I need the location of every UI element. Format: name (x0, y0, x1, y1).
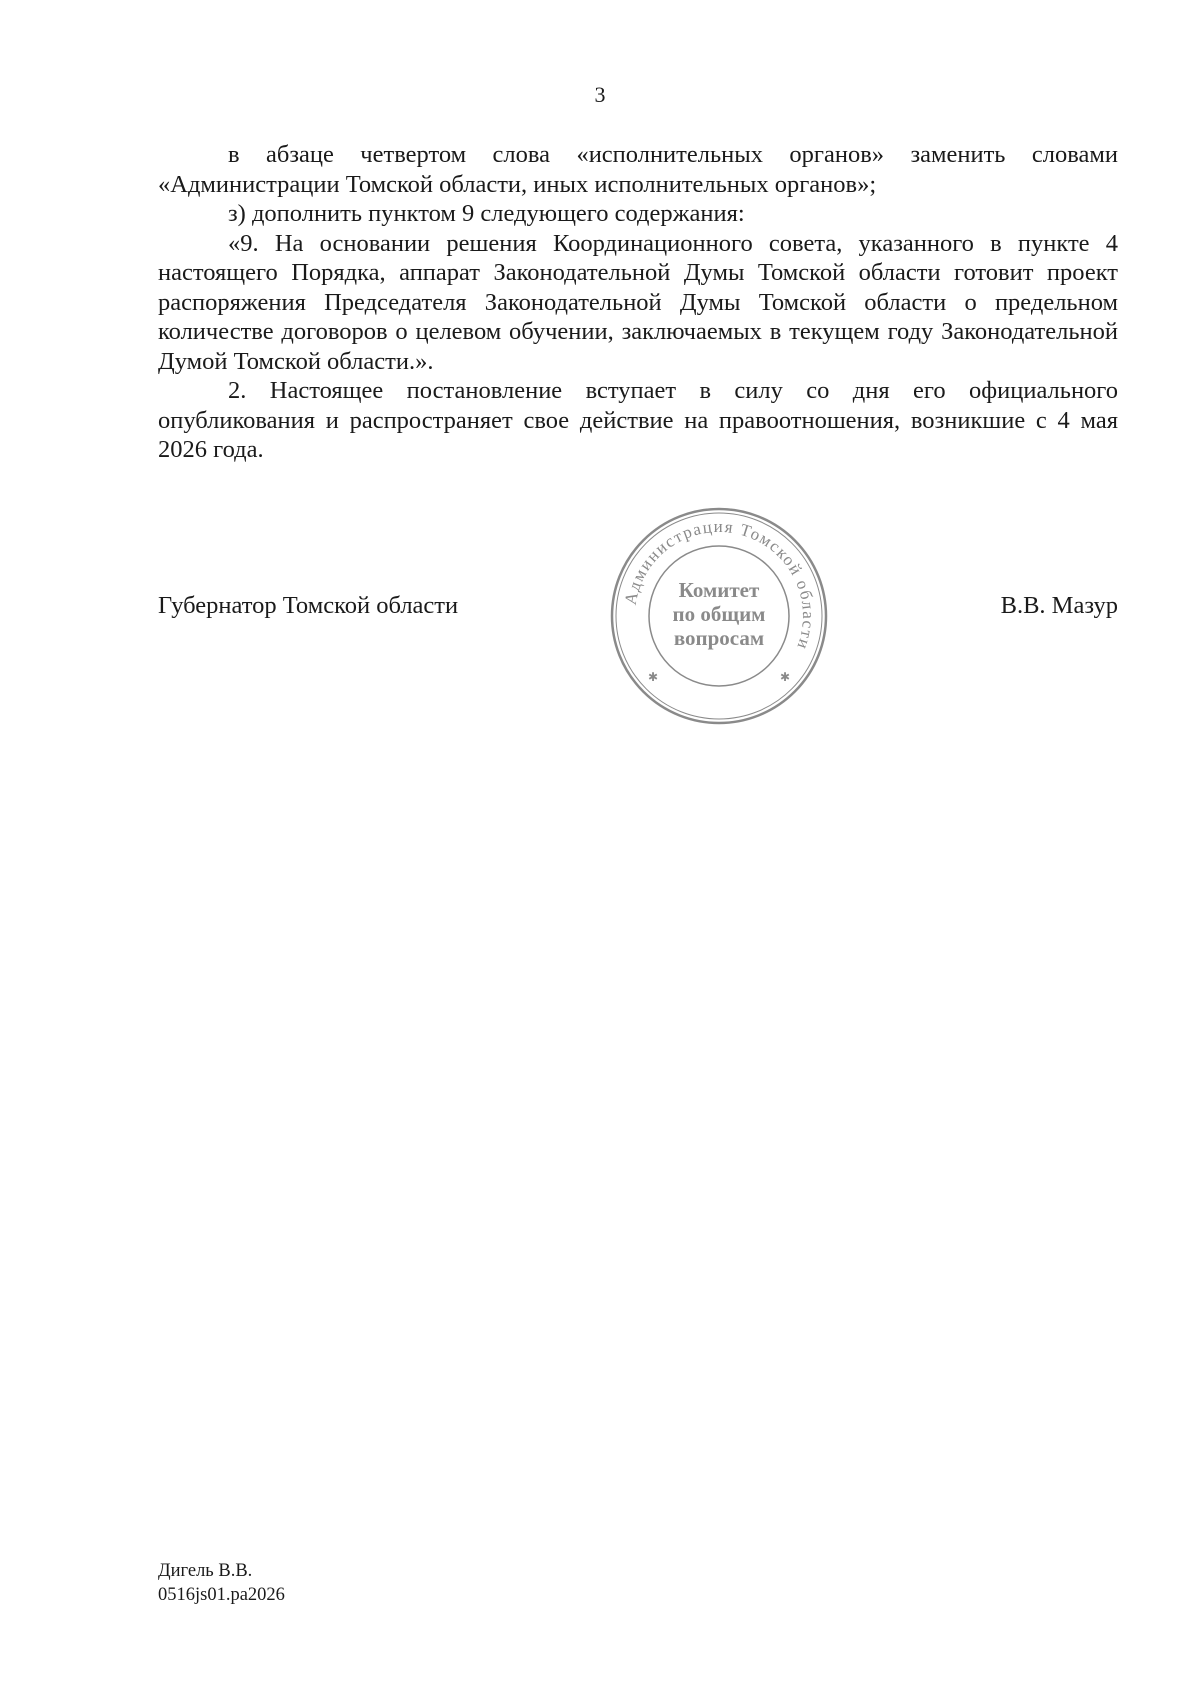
paragraph-1: в абзаце четвертом слова «исполнительных органов» заменить словами «Администрации Томской области, иных исполнительных органов»; (158, 141, 1118, 198)
stamp-center-line-2: по общим (672, 602, 766, 626)
stamp-center-line-3: вопросам (673, 626, 765, 650)
star-icon: ✱ (648, 670, 659, 684)
star-icon: ✱ (780, 670, 791, 684)
executor-name: Дигель В.В. (158, 1561, 253, 1581)
document-footer (158, 1559, 285, 1607)
paragraph-4: 2. Настоящее постановление вступает в силу со дня его официального опубликования и распространяет свое действие на правоотношения, возникшие с 4 мая 2026 года. (158, 377, 1118, 463)
stamp-center-line-1: Комитет (678, 578, 760, 602)
paragraph-2: з) дополнить пунктом 9 следующего содержания: (228, 200, 745, 227)
signer-title: Губернатор Томской области (158, 592, 459, 619)
paragraph-3: «9. На основании решения Координационного совета, указанного в пункте 4 настоящего Порядка, аппарат Законодательной Думы Томской области готовит проект распоряжения Председателя Законодательной Думы Томской области о предельном количестве договоров о целевом обучении, заключаемых в текущем году Законодательной Думой Томской области.». (158, 229, 1118, 375)
stamp-outer-text: Администрация Томской области (620, 516, 819, 653)
document-code: 0516js01.pa2026 (158, 1585, 285, 1605)
document-body (158, 140, 1118, 465)
signer-name: В.В. Мазур (1000, 592, 1118, 619)
official-stamp (608, 505, 830, 727)
page-number: 3 (594, 82, 606, 107)
